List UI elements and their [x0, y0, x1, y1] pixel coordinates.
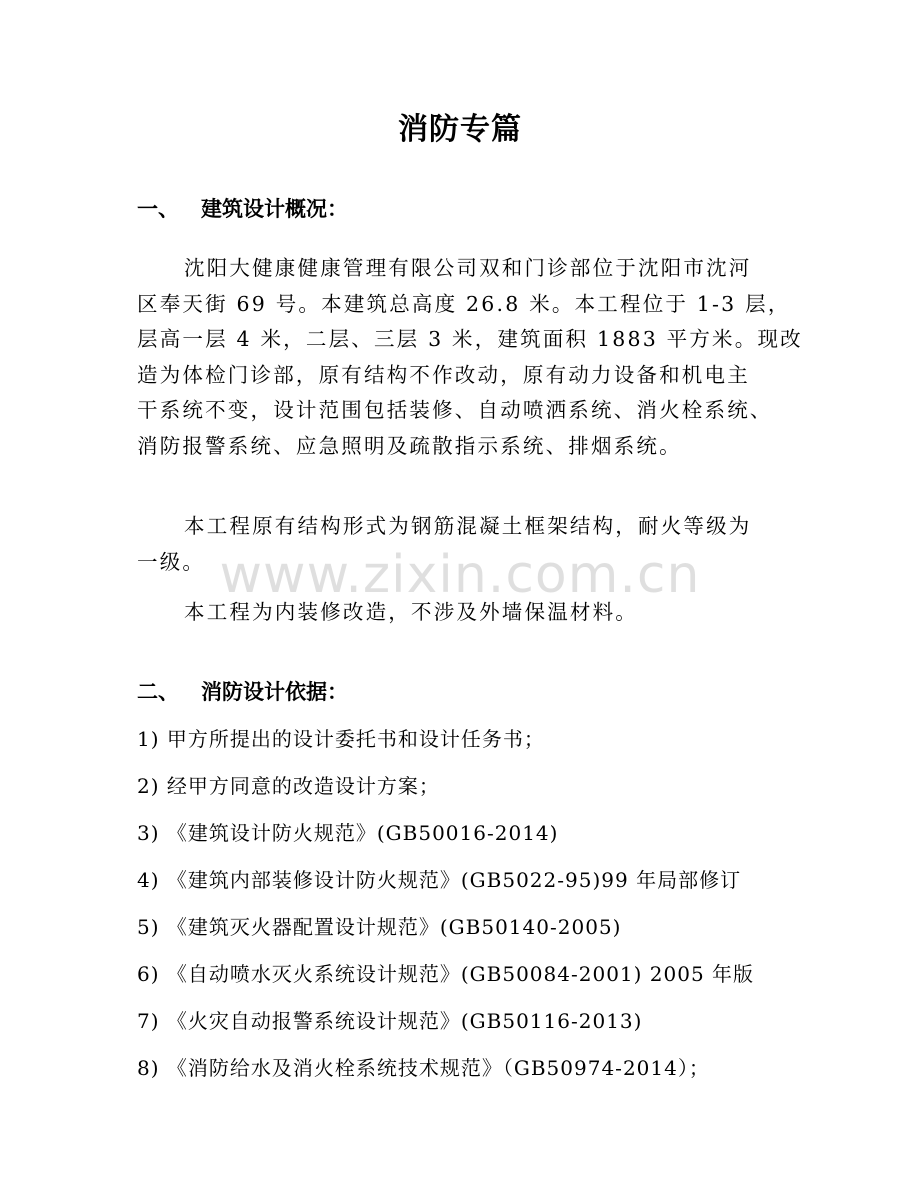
page-title: 消防专篇 [398, 112, 522, 147]
paragraph-line: 造为体检门诊部，原有结构不作改动，原有动力设备和机电主 [137, 362, 750, 387]
overview-paragraph-1 [137, 251, 803, 464]
list-item: 2) 经甲方同意的改造设计方案； [137, 774, 440, 798]
section-heading-overview [137, 194, 348, 224]
overview-paragraph-3 [137, 595, 785, 631]
paragraph-line: 本工程为内装修改造，不涉及外墙保温材料。 [184, 600, 638, 624]
list-item: 4) 《建筑内部装修设计防火规范》(GB5022-95)99 年局部修订 [137, 868, 742, 892]
list-item: 7) 《火灾自动报警系统设计规范》(GB50116-2013) [137, 1009, 643, 1033]
paragraph-line: 层高一层 4 米，二层、三层 3 米，建筑面积 1883 平方米。现改 [137, 327, 803, 351]
section-heading-basis [137, 677, 348, 707]
list-item: 8) 《消防给水及消火栓系统技术规范》（GB50974-2014）； [137, 1056, 710, 1080]
watermark: www.zixin.com.cn [219, 545, 701, 605]
paragraph-line: 区奉天街 69 号。本建筑总高度 26.8 米。本工程位于 1-3 层， [137, 291, 791, 316]
design-basis-list [137, 716, 797, 1092]
section-number: 二、 [137, 680, 179, 704]
paragraph-line: 干系统不变，设计范围包括装修、自动喷洒系统、消火栓系统、 [137, 398, 773, 422]
section-heading-text: 建筑设计概况： [201, 197, 348, 221]
paragraph-line: 消防报警系统、应急照明及疏散指示系统、排烟系统。 [137, 433, 682, 458]
paragraph-line: 沈阳大健康健康管理有限公司双和门诊部位于沈阳市沈河 [184, 256, 752, 280]
paragraph-line: 本工程原有结构形式为钢筋混凝土框架结构，耐火等级为 [184, 514, 752, 538]
section-number: 一、 [137, 197, 179, 221]
list-item: 6) 《自动喷水灭火系统设计规范》(GB50084-2001) 2005 年版 [137, 962, 755, 986]
overview-paragraph-2 [137, 509, 785, 580]
paragraph-line: 一级。 [137, 549, 206, 574]
list-item: 5) 《建筑灭火器配置设计规范》(GB50140-2005) [137, 915, 622, 939]
list-item: 1) 甲方所提出的设计委托书和设计任务书； [137, 727, 545, 751]
section-heading-text: 消防设计依据： [201, 680, 348, 704]
list-item: 3) 《建筑设计防火规范》(GB50016-2014) [137, 821, 559, 845]
